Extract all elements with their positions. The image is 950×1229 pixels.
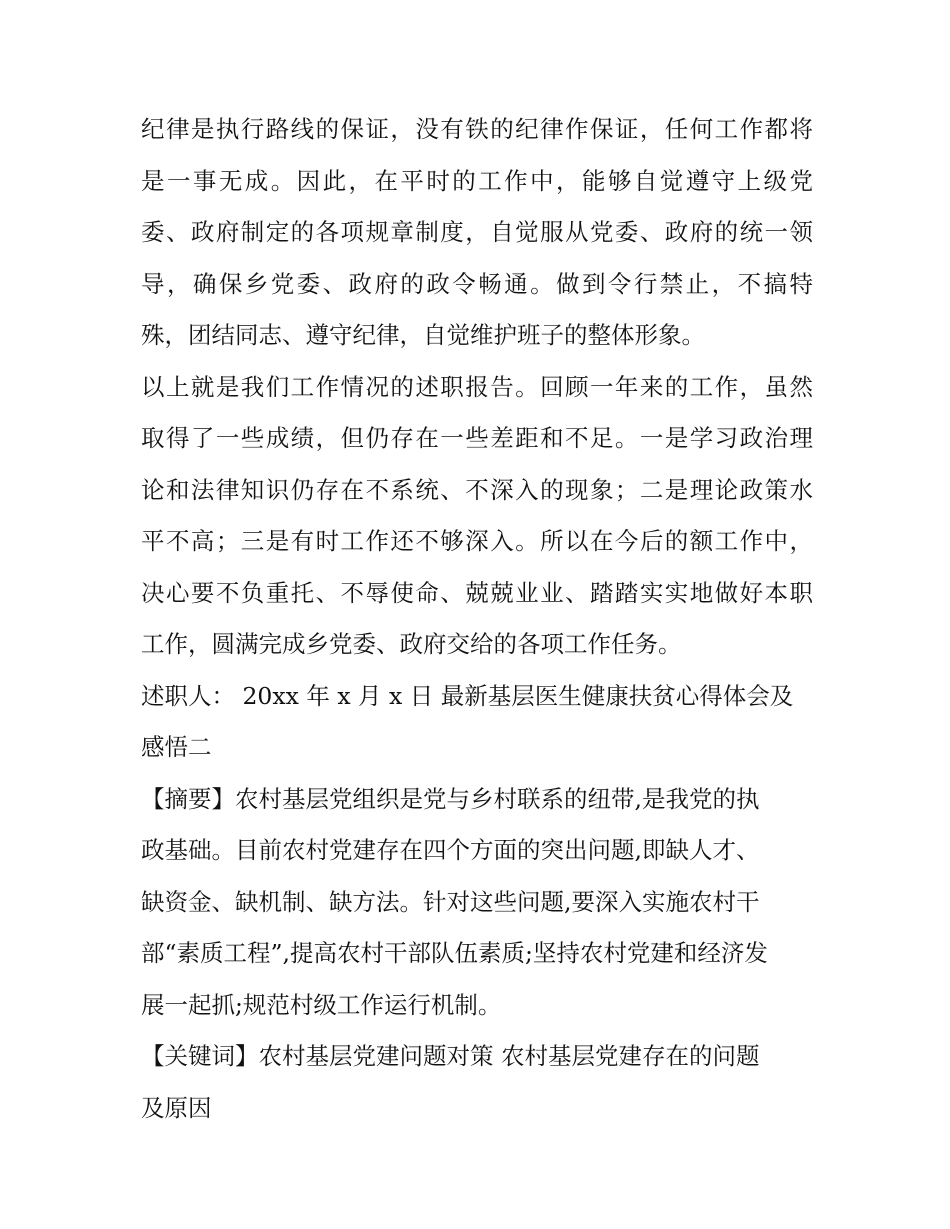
text-line: 纪律是执行路线的保证，没有铁的纪律作保证，任何工作都将: [141, 115, 813, 143]
paragraph-discipline: [141, 104, 813, 362]
text-line: 平不高；三是有时工作还不够深入。所以在今后的额工作中，: [141, 527, 813, 555]
text-line: 取得了一些成绩，但仍存在一些差距和不足。一是学习政治理: [141, 424, 813, 452]
text-line: 【关键词】农村基层党建问题对策 农村基层党建存在的问题: [141, 1042, 760, 1070]
paragraph-abstract: [141, 774, 813, 1032]
paragraph-keywords: [141, 1031, 813, 1134]
text-line: 政基础。目前农村党建存在四个方面的突出问题,即缺人才、: [141, 836, 760, 864]
text-line: 导，确保乡党委、政府的政令畅通。做到令行禁止，不搞特: [141, 269, 813, 298]
text-line: 缺资金、缺机制、缺方法。针对这些问题,要深入实施农村干: [141, 887, 760, 916]
text-line: 是一事无成。因此，在平时的工作中，能够自觉遵守上级党: [141, 166, 813, 195]
text-line: 展一起抓;规范村级工作运行机制。: [141, 990, 502, 1019]
paragraph-signature: [141, 671, 813, 774]
text-line: 工作，圆满完成乡党委、政府交给的各项工作任务。: [141, 630, 682, 658]
text-line: 以上就是我们工作情况的述职报告。回顾一年来的工作，虽然: [141, 372, 813, 401]
text-line: 部“素质工程”,提高农村干部队伍素质;坚持农村党建和经济发: [141, 939, 768, 967]
text-line: 【摘要】农村基层党组织是党与乡村联系的纽带,是我党的执: [141, 784, 760, 813]
text-line: 殊，团结同志、遵守纪律，自觉维护班子的整体形象。: [141, 321, 705, 349]
text-line: 及原因: [141, 1093, 212, 1122]
document-body: [141, 104, 813, 1134]
text-line: 感悟二: [141, 733, 212, 761]
text-line: 述职人： 20xx 年 x 月 x 日 最新基层医生健康扶贫心得体会及: [141, 681, 794, 710]
text-line: 委、政府制定的各项规章制度，自觉服从党委、政府的统一领: [141, 218, 813, 246]
paragraph-summary: [141, 362, 813, 671]
text-line: 决心要不负重托、不辱使命、兢兢业业、踏踏实实地做好本职: [141, 578, 813, 607]
text-line: 论和法律知识仍存在不系统、不深入的现象；二是理论政策水: [141, 475, 813, 504]
